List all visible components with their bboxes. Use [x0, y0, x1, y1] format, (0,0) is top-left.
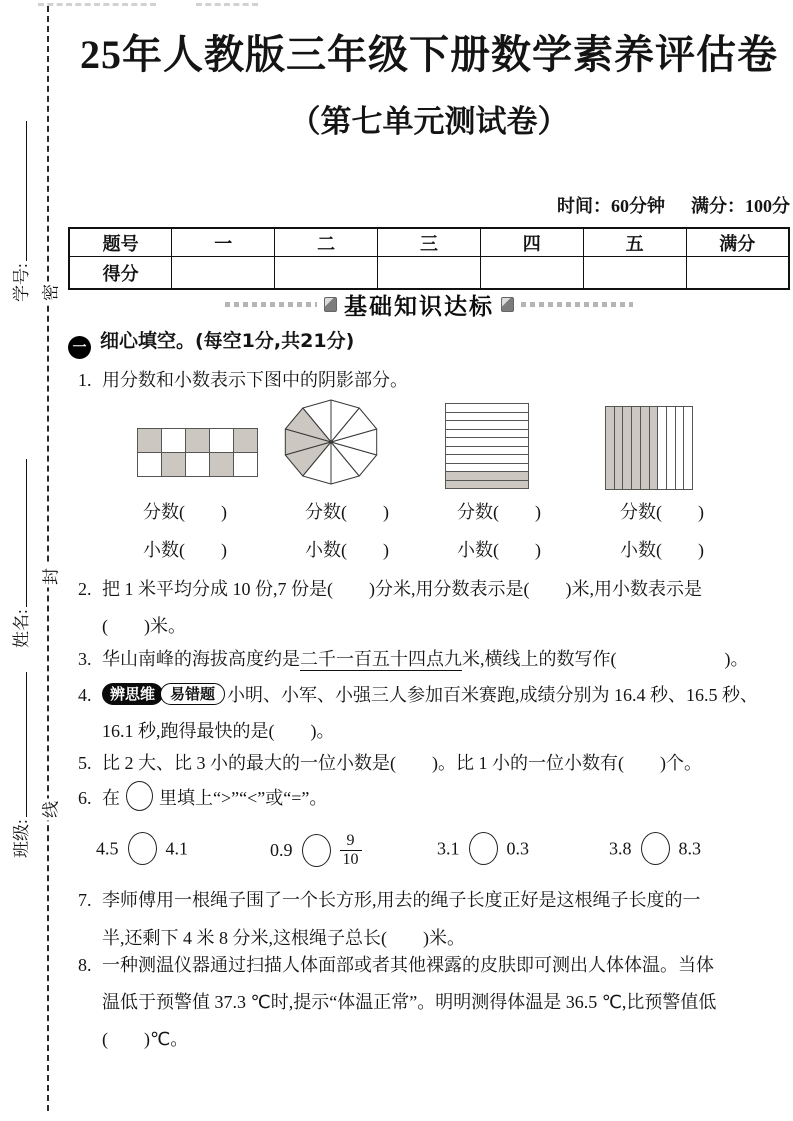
question-text: 李师傅用一根绳子围了一个长方形,用去的绳子长度正好是这根绳子长度的一 — [102, 890, 701, 910]
question-number: 8. — [78, 955, 92, 975]
thinking-badge: 辨思维 — [102, 683, 163, 705]
figure-decagon — [278, 398, 384, 491]
question-text: 比 2 大、比 3 小的最大的一位小数是( )。比 1 小的一位小数有( )个。 — [102, 753, 702, 773]
score-table-header-cell: 二 — [275, 228, 378, 257]
comparison-left-value: 3.1 — [437, 838, 460, 859]
decimal-label: 小数( ) — [305, 540, 389, 560]
question-number: 7. — [78, 890, 92, 910]
comparison-answer-circle — [128, 832, 157, 865]
comparison-answer-circle — [302, 834, 331, 867]
strip-cell — [632, 407, 640, 489]
banner-ornament-left — [225, 302, 317, 307]
question-7 — [68, 881, 790, 957]
seal-char-xian: 密 — [33, 282, 66, 304]
question-text: 里填上“>”“<”或“=”。 — [159, 788, 328, 808]
strip-cell — [684, 407, 692, 489]
fraction-label-row — [68, 498, 790, 524]
score-table — [68, 227, 790, 290]
strip-cell — [446, 413, 528, 421]
comparison-left-value: 3.8 — [609, 838, 632, 859]
full-score: 满分：100分 — [691, 196, 790, 216]
section-banner-title: 基础知识达标 — [344, 294, 494, 320]
comparison-right-value: 4.1 — [165, 838, 188, 859]
question-number: 6. — [78, 788, 92, 808]
question-text: 半,还剩下 4 米 8 分米,这根绳子总长( )米。 — [102, 928, 465, 948]
score-empty-cell — [686, 257, 789, 290]
score-table-header-cell: 满分 — [686, 228, 789, 257]
score-empty-cell — [172, 257, 275, 290]
score-table-header-row — [69, 228, 789, 257]
student-name-field — [7, 459, 32, 648]
comparison-answer-circle — [641, 832, 670, 865]
fraction-label: 分数( ) — [457, 502, 541, 522]
comparison-row — [68, 822, 790, 878]
comparison-right-value: 0.3 — [506, 838, 529, 859]
question-number: 3. — [78, 649, 92, 669]
strip-cell — [615, 407, 623, 489]
strip-cell — [606, 407, 614, 489]
question-number: 4. — [78, 685, 92, 705]
strip-cell — [446, 421, 528, 429]
question-1-figures — [68, 398, 790, 570]
class-label: 班级: — [12, 819, 31, 858]
decagon-figure — [278, 398, 384, 486]
seal-dashed-line — [47, 6, 49, 1111]
banner-ornament-right — [521, 302, 633, 307]
strip-cell — [446, 430, 528, 438]
strip-cell — [623, 407, 631, 489]
question-number: 2. — [78, 579, 92, 599]
question-2 — [68, 571, 790, 645]
grid-cell — [162, 429, 185, 452]
grid-cell — [186, 429, 209, 452]
answer-circle — [126, 781, 153, 811]
score-table-header-cell: 一 — [172, 228, 275, 257]
underlined-number-words: 二千一百五十四点九 — [300, 649, 462, 669]
figure-h-strips — [445, 403, 529, 489]
decimal-label-row — [68, 536, 790, 562]
fraction-value — [340, 832, 362, 868]
fraction-label: 分数( ) — [143, 502, 227, 522]
grid-cell — [162, 453, 185, 476]
fraction-denominator: 10 — [340, 850, 362, 869]
comparison-item — [437, 832, 529, 869]
comparison-left-value: 4.5 — [96, 838, 119, 859]
comparison-item — [96, 832, 188, 869]
question-text: ( )℃。 — [102, 1029, 189, 1049]
class-blank-line — [12, 672, 27, 817]
question-3 — [68, 641, 790, 678]
strip-cell — [650, 407, 658, 489]
student-id-label: 学号: — [12, 263, 31, 302]
class-field — [7, 672, 32, 858]
section-one-title: 细心填空。(每空1分,共21分) — [100, 330, 355, 352]
question-text: 一种测温仪器通过扫描人体面部或者其他裸露的皮肤即可测出人体体温。当体 — [102, 955, 714, 975]
grid-cell — [210, 429, 233, 452]
comparison-right-value: 8.3 — [678, 838, 701, 859]
score-table-header-cell: 五 — [583, 228, 686, 257]
grid-cell — [234, 429, 257, 452]
score-empty-cell — [275, 257, 378, 290]
question-text: 华山南峰的海拔高度约是 — [102, 649, 300, 669]
score-empty-cell — [378, 257, 481, 290]
score-table-header-cell: 三 — [378, 228, 481, 257]
score-table-score-row — [69, 257, 789, 290]
figure-v-strips — [605, 406, 693, 490]
grid-cell — [210, 453, 233, 476]
question-1 — [68, 362, 790, 399]
question-number: 1. — [78, 370, 92, 390]
section-banner — [68, 288, 790, 321]
grid-cell — [138, 453, 161, 476]
question-number: 5. — [78, 753, 92, 773]
question-text: 16.1 秒,跑得最快的是( )。 — [102, 721, 335, 741]
grid-cell — [186, 453, 209, 476]
strip-cell — [446, 481, 528, 489]
grid-cell — [138, 429, 161, 452]
score-empty-cell — [583, 257, 686, 290]
strip-cell — [446, 438, 528, 446]
strip-cell — [446, 404, 528, 412]
question-line — [102, 677, 790, 713]
question-8 — [68, 947, 790, 1058]
question-text: 米,横线上的数写作( )。 — [462, 649, 749, 669]
fraction-label: 分数( ) — [620, 502, 704, 522]
student-name-blank-line — [12, 459, 27, 607]
section-one-heading — [68, 326, 790, 359]
paper-body — [68, 0, 790, 1121]
strip-cell — [667, 407, 675, 489]
student-id-field — [7, 121, 32, 302]
question-text: 用分数和小数表示下图中的阴影部分。 — [102, 370, 408, 390]
question-6 — [68, 780, 790, 817]
comparison-item — [609, 832, 701, 869]
fraction-numerator: 9 — [346, 832, 355, 849]
strip-cell — [641, 407, 649, 489]
error-prone-badge: 易错题 — [160, 683, 225, 705]
strip-cell — [658, 407, 666, 489]
seal-char-feng: 封 — [33, 566, 66, 588]
seal-char-mi: 线 — [33, 799, 66, 821]
student-id-blank-line — [12, 121, 27, 261]
time-limit: 时间：60分钟 — [557, 196, 665, 216]
section-number-icon: 一 — [68, 336, 91, 359]
decimal-label: 小数( ) — [143, 540, 227, 560]
question-5 — [68, 745, 790, 782]
question-4 — [68, 677, 790, 749]
score-empty-cell — [480, 257, 583, 290]
score-row-label: 得分 — [69, 257, 172, 290]
fraction-label: 分数( ) — [305, 502, 389, 522]
question-text: 小明、小军、小强三人参加百米赛跑,成绩分别为 16.4 秒、16.5 秒、 — [227, 685, 759, 705]
cube-icon — [324, 297, 337, 312]
paper-title: 25年人教版三年级下册数学素养评估卷 — [80, 32, 778, 77]
strip-cell — [446, 455, 528, 463]
strip-cell — [446, 464, 528, 472]
strip-cell — [446, 472, 528, 480]
score-table-header-cell: 四 — [480, 228, 583, 257]
cube-icon — [501, 297, 514, 312]
strip-cell — [446, 447, 528, 455]
decimal-label: 小数( ) — [620, 540, 704, 560]
figure-grid — [137, 428, 258, 477]
question-text: ( )米。 — [102, 616, 186, 636]
decimal-label: 小数( ) — [457, 540, 541, 560]
comparison-left-value: 0.9 — [270, 840, 293, 861]
comparison-answer-circle — [469, 832, 498, 865]
paper-subtitle: （第七单元测试卷） — [289, 104, 569, 139]
strip-cell — [676, 407, 684, 489]
time-score-info — [68, 192, 790, 218]
comparison-item — [270, 832, 362, 872]
question-text: 温低于预警值 37.3 ℃时,提示“体温正常”。明明测得体温是 36.5 ℃,比预警值低 — [102, 992, 717, 1012]
student-name-label: 姓名: — [12, 609, 31, 648]
question-text: 在 — [102, 788, 120, 808]
score-table-header-cell: 题号 — [69, 228, 172, 257]
question-text: 把 1 米平均分成 10 份,7 份是( )分米,用分数表示是( )米,用小数表示是 — [102, 579, 702, 599]
grid-cell — [234, 453, 257, 476]
